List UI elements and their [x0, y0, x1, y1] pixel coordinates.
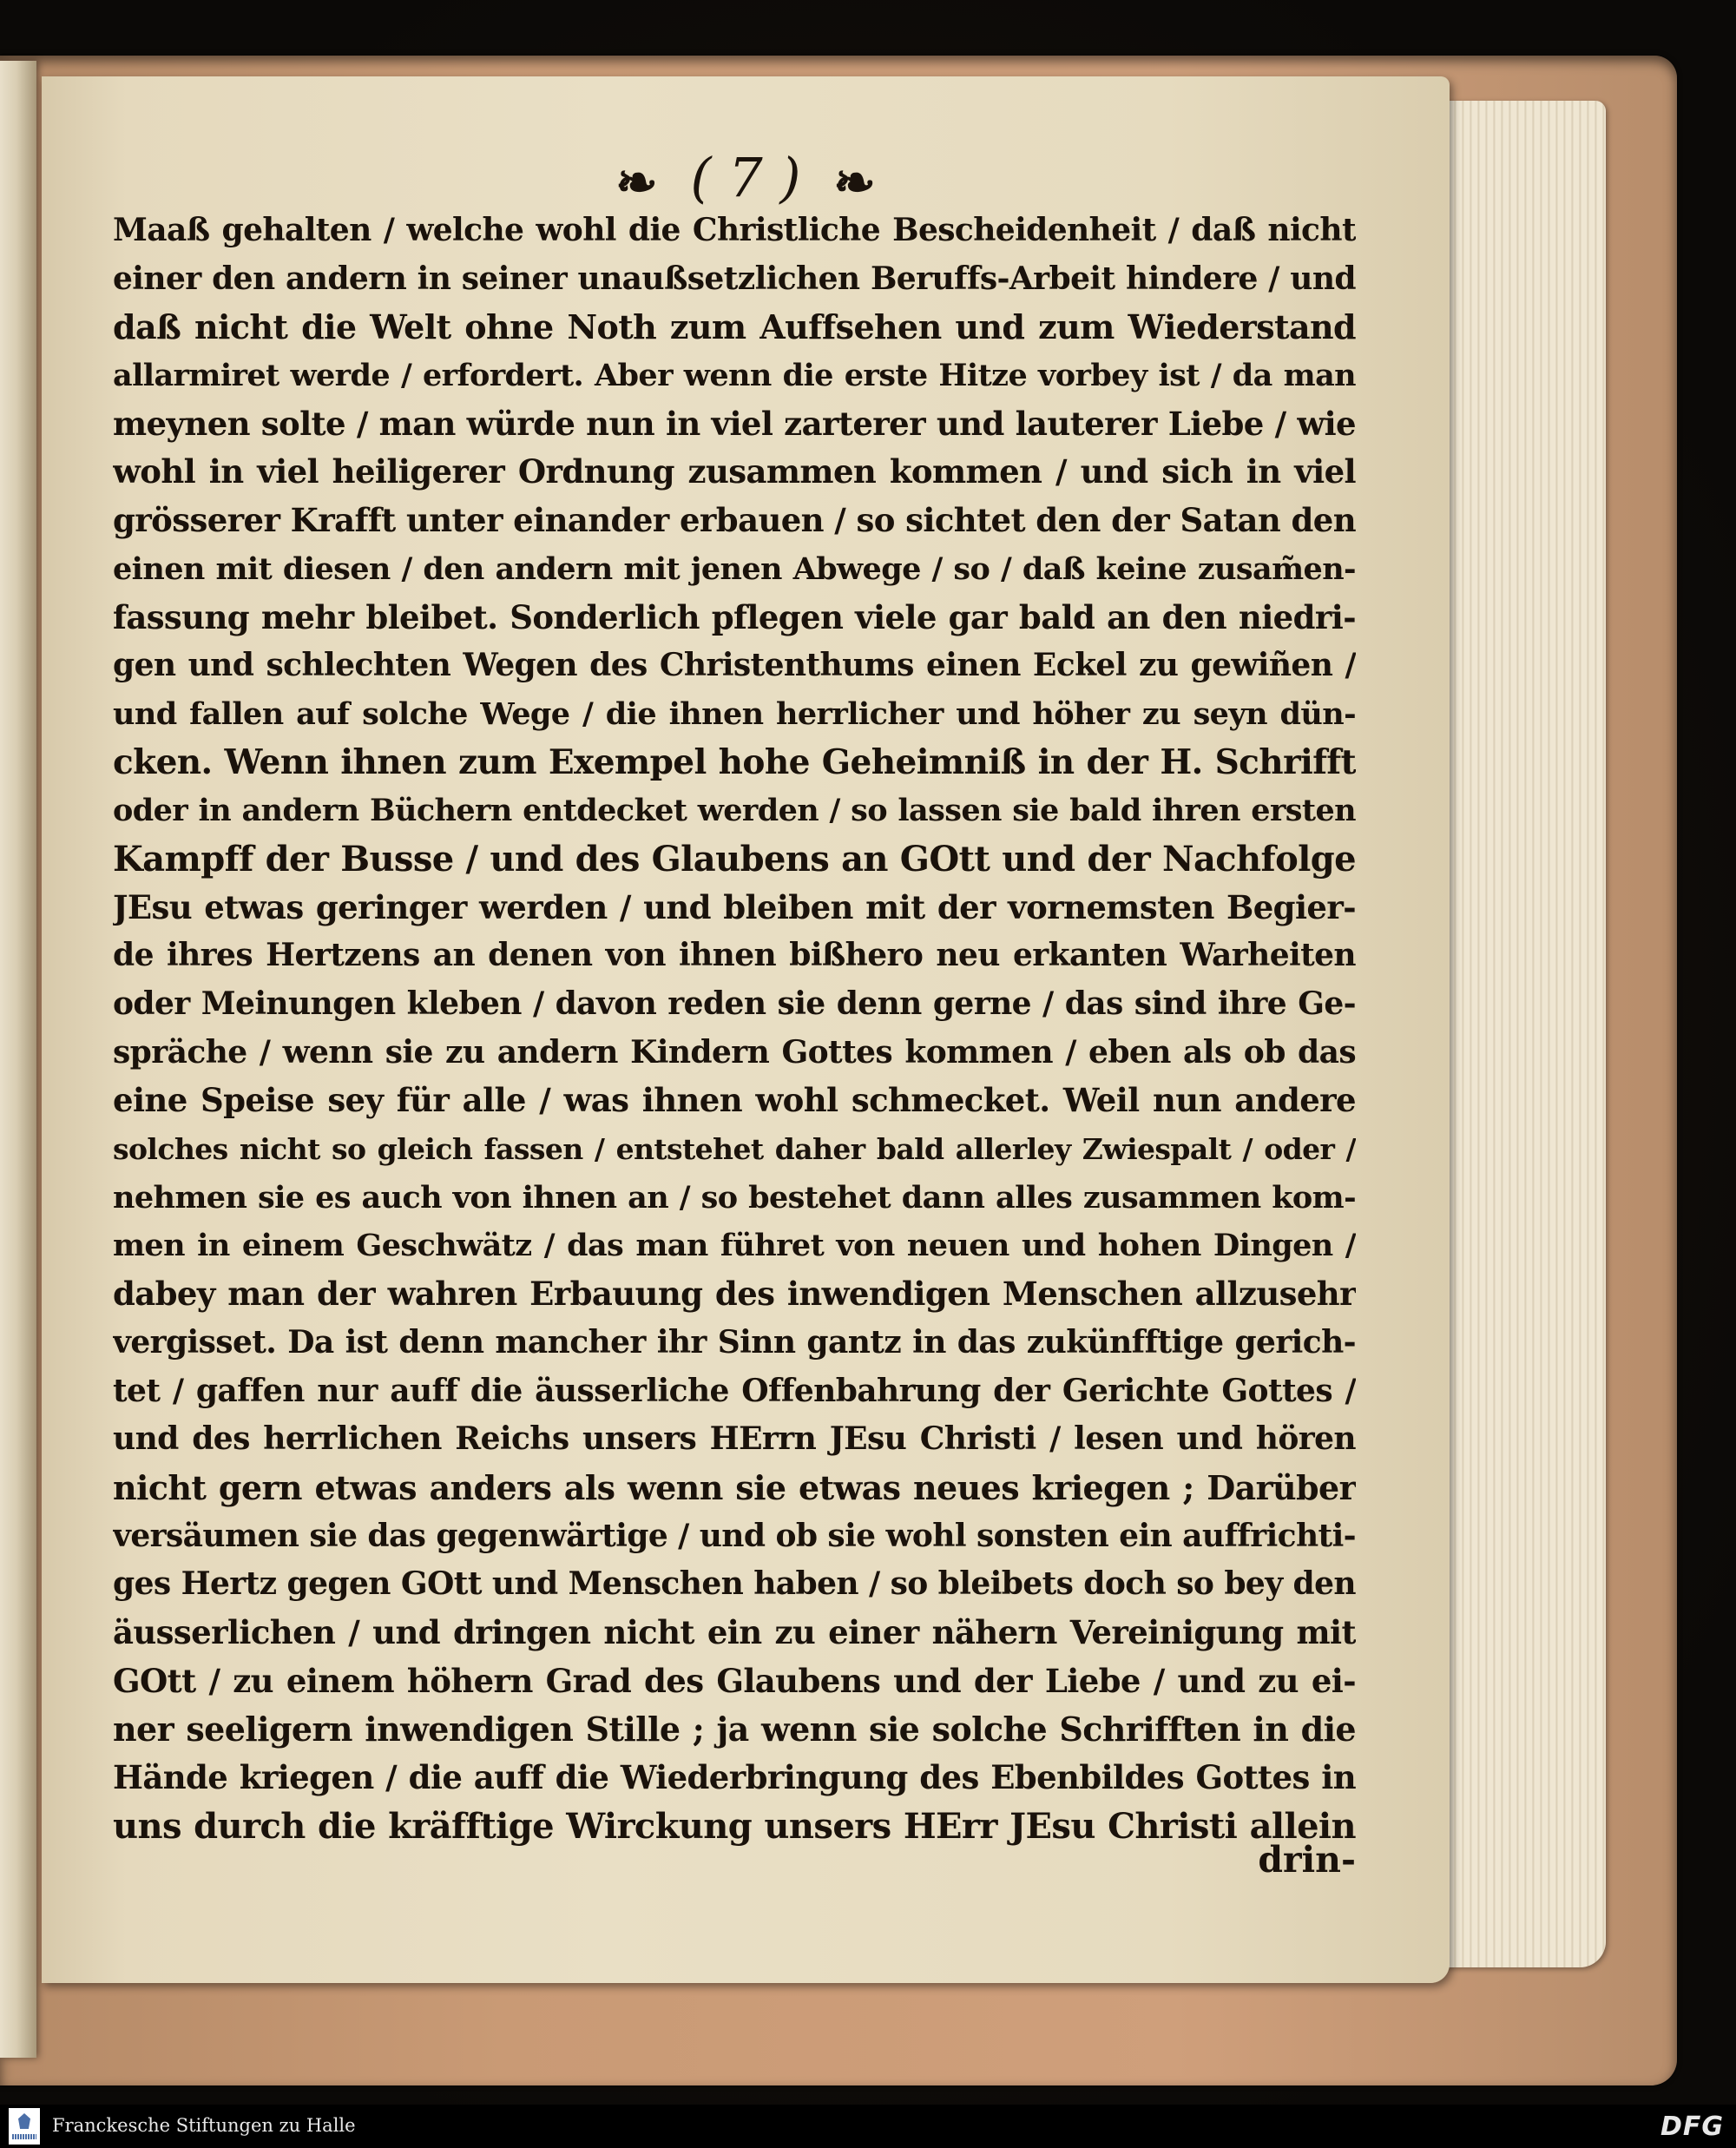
page-header: [42, 146, 1450, 212]
text-line: nicht gern etwas anders als wenn sie etwas neues kriegen ; Darüber: [113, 1467, 1356, 1507]
page-edges: [1441, 101, 1606, 1967]
text-line: solches nicht so gleich fassen / entstehet daher bald allerley Zwiespalt / oder /: [113, 1132, 1356, 1167]
text-line: nehmen sie es auch von ihnen an / so bestehet dann alles zusammen kom-: [113, 1179, 1356, 1216]
text-line: daß nicht die Welt ohne Noth zum Auffsehen und zum Wiederstand: [113, 307, 1356, 347]
text-line: Hände kriegen / die auff die Wiederbringung des Ebenbildes Gottes in: [113, 1758, 1356, 1796]
text-line: und fallen auf solche Wege / die ihnen herrlicher und höher zu seyn dün-: [113, 695, 1356, 732]
text-line: uns durch die kräfftige Wirckung unsers HErr JEsu Christi allein: [113, 1805, 1356, 1847]
book-page: [42, 76, 1450, 1983]
text-line: vergisset. Da ist denn mancher ihr Sinn gantz in das zukünfftige gerich-: [113, 1323, 1356, 1361]
text-line: dabey man der wahren Erbauung des inwendigen Menschen allzusehr: [113, 1275, 1356, 1314]
body-text: [113, 207, 1356, 1850]
left-ornament-icon: ❧: [615, 153, 658, 212]
text-line: tet / gaffen nur auff die äusserliche Offenbahrung der Gerichte Gottes /: [113, 1372, 1356, 1409]
text-line: eine Speise sey für alle / was ihnen wohl schmecket. Weil nun andere: [113, 1081, 1356, 1120]
text-line: oder Meinungen kleben / davon reden sie denn gerne / das sind ihre Ge-: [113, 985, 1356, 1022]
text-line: gen und schlechten Wegen des Christenthums einen Eckel zu gewiñen /: [113, 647, 1356, 684]
text-line: de ihres Hertzens an denen von ihnen bißhero neu erkanten Warheiten: [113, 937, 1356, 974]
page-number: ( 7 ): [690, 146, 801, 209]
right-ornament-icon: ❧: [833, 153, 876, 212]
text-line: äusserlichen / und dringen nicht ein zu einer nähern Vereinigung mit: [113, 1612, 1356, 1651]
text-line: allarmiret werde / erfordert. Aber wenn die erste Hitze vorbey ist / da man: [113, 358, 1356, 394]
text-line: einen mit diesen / den andern mit jenen Abwege / so / daß keine zusam̃en-: [113, 550, 1356, 587]
text-line: fassung mehr bleibet. Sonderlich pflegen viele gar bald an den niedri-: [113, 597, 1356, 636]
text-line: versäumen sie das gegenwärtige / und ob sie wohl sonsten ein auffrichti-: [113, 1517, 1356, 1554]
institution-name[interactable]: Franckesche Stiftungen zu Halle: [52, 2115, 356, 2136]
text-line: cken. Wenn ihnen zum Exempel hohe Geheimniß in der H. Schrifft: [113, 741, 1356, 782]
text-line: spräche / wenn sie zu andern Kindern Gottes kommen / eben als ob das: [113, 1033, 1356, 1071]
text-line: wohl in viel heiligerer Ordnung zusammen kommen / und sich in viel: [113, 452, 1356, 491]
francke-foundation-logo-icon[interactable]: [9, 2108, 40, 2145]
text-line: men in einem Geschwätz / das man führet von neuen und hohen Dingen /: [113, 1228, 1356, 1264]
text-line: Maaß gehalten / welche wohl die Christliche Bescheidenheit / daß nicht: [113, 212, 1356, 248]
text-line: meynen solte / man würde nun in viel zarterer und lauterer Liebe / wie: [113, 404, 1356, 443]
text-line: JEsu etwas geringer werden / und bleiben mit der vornemsten Begier-: [113, 887, 1356, 926]
text-line: einer den andern in seiner unaußsetzlichen Beruffs-Arbeit hindere / und: [113, 260, 1356, 297]
dfg-logo[interactable]: DFG: [1660, 2112, 1724, 2142]
text-line: grösserer Krafft unter einander erbauen / so sichtet den der Satan den: [113, 501, 1356, 540]
text-line: GOtt / zu einem höhern Grad des Glaubens und der Liebe / und zu ei-: [113, 1661, 1356, 1700]
catchword: drin-: [1258, 1839, 1356, 1881]
text-line: ner seeligern inwendigen Stille ; ja wenn sie solche Schrifften in die: [113, 1710, 1356, 1749]
viewer-footer: [0, 2105, 1736, 2148]
text-line: oder in andern Büchern entdecket werden / so lassen sie bald ihren ersten: [113, 793, 1356, 829]
book-spine: [0, 61, 36, 2058]
text-line: ges Hertz gegen GOtt und Menschen haben / so bleibets doch so bey den: [113, 1565, 1356, 1603]
text-line: und des herrlichen Reichs unsers HErrn JEsu Christi / lesen und hören: [113, 1420, 1356, 1458]
text-line: Kampff der Busse / und des Glaubens an GOtt und der Nachfolge: [113, 838, 1356, 880]
